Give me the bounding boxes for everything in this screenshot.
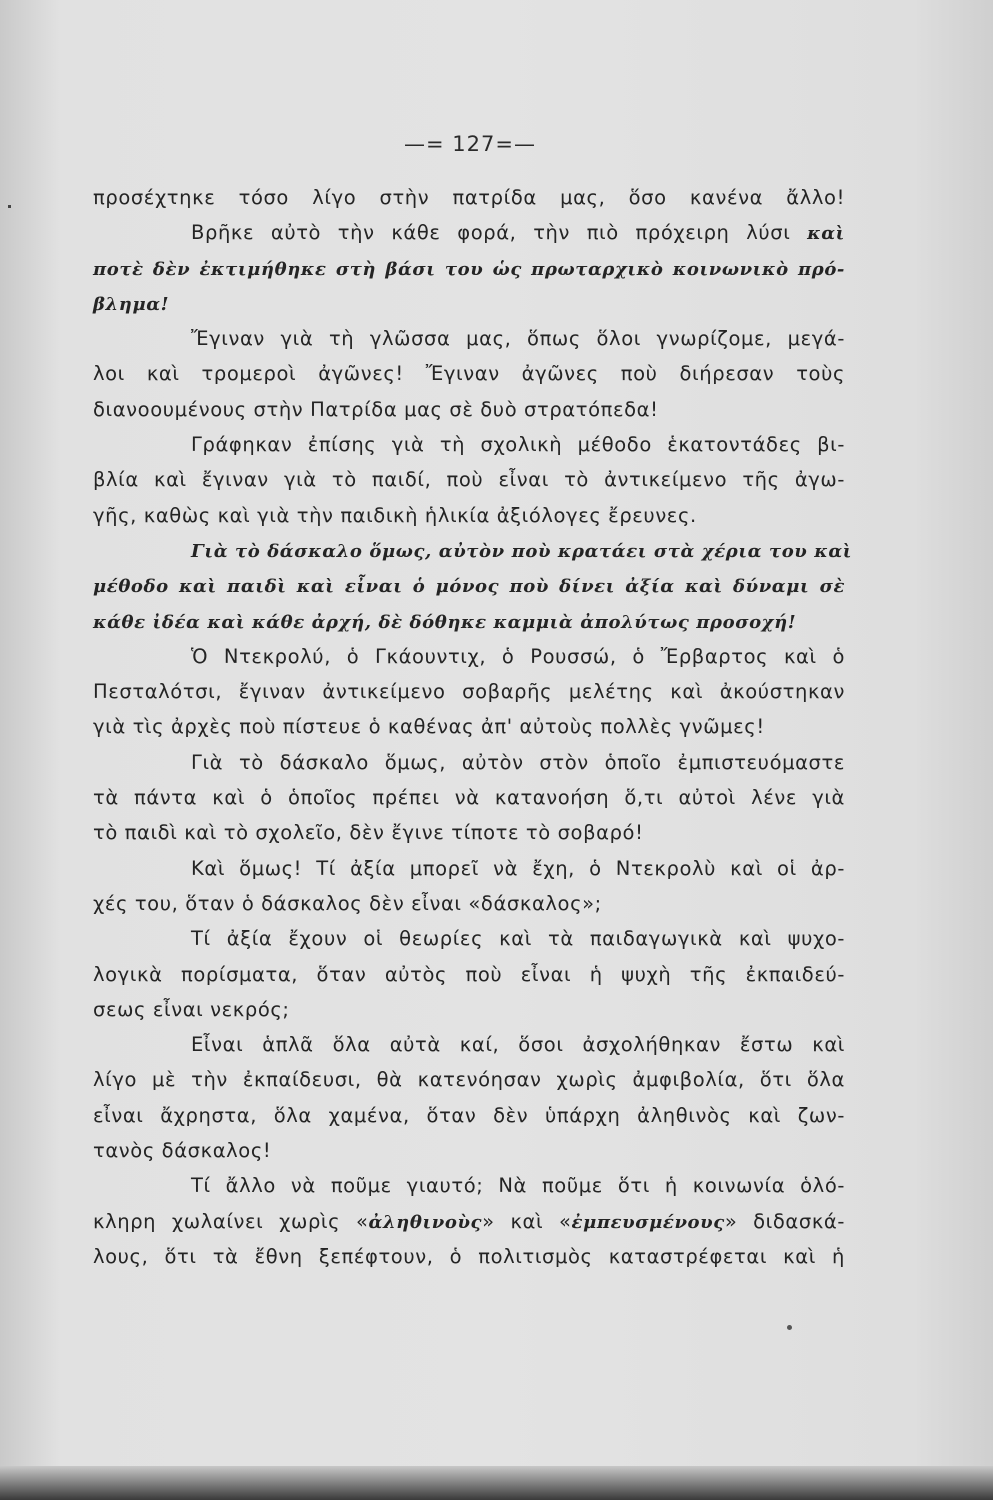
text-line <box>93 674 845 709</box>
text-line <box>93 356 845 391</box>
line-text: γῆς, καθὼς καὶ γιὰ τὴν παιδικὴ ἡλικία ἀξιόλογες ἔρευνες. <box>93 503 697 527</box>
emphasis-text: Γιὰ τὸ δάσκαλο ὅμως, αὐτὸν ποὺ κρατάει στὰ χέρια του καὶ <box>191 540 853 562</box>
text-line <box>93 745 845 780</box>
text-line <box>93 1133 845 1168</box>
text-line <box>93 604 845 639</box>
text-line <box>93 321 845 356</box>
emphasis-text: κάθε ἰδέα καὶ κάθε ἀρχή, δὲ δόθηκε καμμιὰ ἀπολύτως προσοχή! <box>93 611 797 633</box>
text-line <box>93 180 845 215</box>
line-text: τὸ παιδὶ καὶ τὸ σχολεῖο, δὲν ἔγινε τίποτε τὸ σοβαρό! <box>93 821 644 845</box>
line-text: Εἶναι ἁπλᾶ ὅλα αὐτὰ καί, ὅσοι ἀσχολήθηκαν ἔστω καὶ <box>191 1033 845 1057</box>
text-line <box>93 251 845 286</box>
line-text: » διδασκά- <box>724 1209 845 1233</box>
text-line <box>93 992 845 1027</box>
text-line <box>93 427 845 462</box>
line-text: κληρη χωλαίνει χωρὶς « <box>93 1209 369 1233</box>
line-text: Γιὰ τὸ δάσκαλο ὅμως, αὐτὸν στὸν ὁποῖο ἐμπιστευόμαστε <box>191 750 845 774</box>
emphasis-text: μέθοδο καὶ παιδὶ καὶ εἶναι ὁ μόνος ποὺ δίνει ἀξία καὶ δύναμι σὲ <box>93 576 845 598</box>
text-line <box>93 1098 845 1133</box>
line-text: Τί ἀξία ἔχουν οἱ θεωρίες καὶ τὰ παιδαγωγικὰ καὶ ψυχο- <box>191 927 845 951</box>
text-line <box>93 392 845 427</box>
text-line <box>93 851 845 886</box>
emphasis-text: βλημα! <box>93 293 170 315</box>
line-text: Ἔγιναν γιὰ τὴ γλῶσσα μας, ὅπως ὅλοι γνωρίζομε, μεγά- <box>191 327 845 351</box>
line-text: Πεσταλότσι, ἔγιναν ἀντικείμενο σοβαρῆς μελέτης καὶ ἀκούστηκαν <box>93 680 845 704</box>
text-line <box>93 921 845 956</box>
line-text: βλία καὶ ἔγιναν γιὰ τὸ παιδί, ποὺ εἶναι τὸ ἀντικείμενο τῆς ἀγω- <box>93 468 845 492</box>
text-line <box>93 286 845 321</box>
line-text: Καὶ ὅμως! Τί ἀξία μπορεῖ νὰ ἔχη, ὁ Ντεκρολὺ καὶ οἱ ἀρ- <box>191 856 845 880</box>
text-line <box>93 1204 845 1239</box>
line-text: λίγο μὲ τὴν ἐκπαίδευσι, θὰ κατενόησαν χωρὶς ἀμφιβολία, ὅτι ὅλα <box>93 1068 845 1092</box>
line-text: λους, ὅτι τὰ ἔθνη ξεπέφτουν, ὁ πολιτισμὸς καταστρέφεται καὶ ἡ <box>93 1244 845 1268</box>
text-line <box>93 533 853 568</box>
line-text: διανοουμένους στὴν Πατρίδα μας σὲ δυὸ στρατόπεδα! <box>93 397 659 421</box>
line-text: Γράφηκαν ἐπίσης γιὰ τὴ σχολικὴ μέθοδο ἑκατοντάδες βι- <box>191 433 845 457</box>
text-line <box>93 780 845 815</box>
text-line <box>93 568 845 603</box>
text-line <box>93 709 845 744</box>
margin-mark <box>8 205 11 208</box>
text-line <box>93 1168 845 1203</box>
line-text: τὰ πάντα καὶ ὁ ὁποῖος πρέπει νὰ κατανοήση ὅ,τι αὐτοὶ λένε γιὰ <box>93 786 845 810</box>
line-text: Τί ἄλλο νὰ ποῦμε γιαυτό; Νὰ ποῦμε ὅτι ἡ κοινωνία ὁλό- <box>191 1174 845 1198</box>
line-text: τανὸς δάσκαλος! <box>93 1139 272 1163</box>
text-line <box>93 215 845 250</box>
body-text <box>93 180 853 1274</box>
text-line <box>93 886 845 921</box>
text-line <box>93 815 845 850</box>
ink-speck <box>787 1325 792 1330</box>
emphasis-text: ποτὲ δὲν ἐκτιμήθηκε στὴ βάσι του ὡς πρωταρχικὸ κοινωνικὸ πρό- <box>93 258 845 280</box>
text-line <box>93 1027 845 1062</box>
line-text: Ὁ Ντεκρολύ, ὁ Γκάουντιχ, ὁ Ρουσσώ, ὁ Ἔρβαρτος καὶ ὁ <box>191 644 845 668</box>
line-text: εἶναι ἄχρηστα, ὅλα χαμένα, ὅταν δὲν ὑπάρχη ἀληθινὸς καὶ ζων- <box>93 1103 845 1127</box>
emphasis-text: καὶ <box>807 223 845 245</box>
page-number: —= 127=— <box>404 132 536 156</box>
text-line <box>93 498 845 533</box>
line-text: » καὶ « <box>482 1209 572 1233</box>
line-text: Βρῆκε αὐτὸ τὴν κάθε φορά, τὴν πιὸ πρόχειρη λύσι <box>191 221 808 245</box>
text-line <box>93 1062 845 1097</box>
line-text: λογικὰ πορίσματα, ὅταν αὐτὸς ποὺ εἶναι ἡ ψυχὴ τῆς ἐκπαιδεύ- <box>93 962 845 986</box>
line-text: λοι καὶ τρομεροὶ ἀγῶνες! Ἔγιναν ἀγῶνες ποὺ διήρεσαν τοὺς <box>93 362 845 386</box>
text-line <box>93 639 845 674</box>
text-line <box>93 1239 845 1274</box>
text-line <box>93 957 845 992</box>
line-text: χές του, ὅταν ὁ δάσκαλος δὲν εἶναι «δάσκαλος»; <box>93 891 602 915</box>
line-text: προσέχτηκε τόσο λίγο στὴν πατρίδα μας, ὅσο κανένα ἄλλο! <box>93 186 845 209</box>
page-bottom-edge <box>0 1466 993 1500</box>
line-text: γιὰ τὶς ἀρχὲς ποὺ πίστευε ὁ καθένας ἀπ' αὐτοὺς πολλὲς γνῶμες! <box>93 715 765 739</box>
line-text: σεως εἶναι νεκρός; <box>93 997 290 1021</box>
emphasis-text: ἀληθινοὺς <box>368 1211 483 1233</box>
emphasis-text: ἐμπευσμένους <box>571 1211 725 1233</box>
text-line <box>93 462 845 497</box>
